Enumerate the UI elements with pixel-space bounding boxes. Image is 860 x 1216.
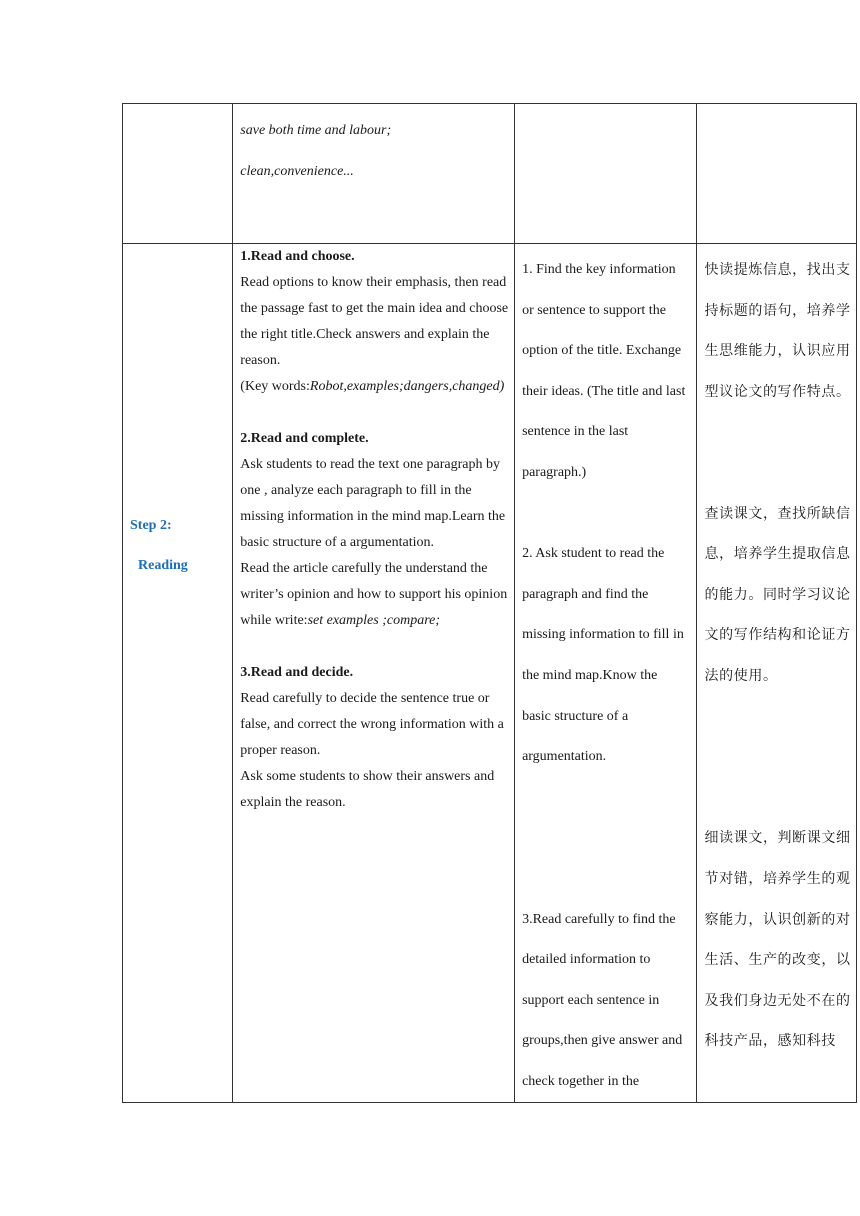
procedure-cell [233, 244, 515, 1103]
purpose-3: 细读课文，判断课文细节对错，培养学生的观察能力，认识创新的对生活、生产的改变，以及我们身边无处不在的科技产品，感知科技 [704, 830, 851, 1050]
procedure-heading-1: 1.Read and choose. [240, 249, 355, 264]
activity-1: 1. Find the key information or sentence to support the option of the title. Exchange their ideas. (The title and last sentence in the last paragraph.) [522, 262, 686, 480]
procedure-keywords: (Key words:Robot,examples;dangers,changed) [240, 379, 505, 394]
step-name: Reading [138, 558, 188, 573]
purpose-1: 快读提炼信息，找出支持标题的语句，培养学生思维能力，认识应用型议论文的写作特点。 [704, 262, 851, 400]
procedure-text-2: Ask students to read the text one paragraph by one , analyze each paragraph to fill in the missing information in the mind map.Learn the basic structure of a argumentation. [240, 457, 506, 550]
step-cell-empty [123, 104, 233, 244]
table-row [123, 104, 857, 244]
procedure-heading-2: 2.Read and complete. [240, 431, 369, 446]
table-row [123, 244, 857, 1103]
procedure-heading-3: 3.Read and decide. [240, 665, 354, 680]
purpose-cell-empty [696, 104, 856, 244]
step-cell [123, 244, 233, 1103]
step-label [130, 506, 188, 586]
purpose-cell [696, 244, 856, 1103]
activity-cell [515, 244, 696, 1103]
continued-line-2: clean,convenience... [240, 164, 354, 179]
continued-line-1: save both time and labour; [240, 123, 392, 138]
procedure-text-2b: Read the article carefully the understand the writer’s opinion and how to support his opinion while write:set examples ;compare; [240, 561, 508, 628]
activity-cell-empty [515, 104, 696, 244]
procedure-text-1: Read options to know their emphasis, then read the passage fast to get the main idea and choose the right title.Check answers and explain the reason. [240, 275, 509, 368]
procedure-text-3: Read carefully to decide the sentence true or false, and correct the wrong information with a proper reason. [240, 691, 504, 758]
activity-3: 3.Read carefully to find the detailed information to support each sentence in groups,then give answer and check together in the [522, 911, 683, 1089]
step-number: Step 2: [130, 518, 172, 533]
procedure-text-3b: Ask some students to show their answers and explain the reason. [240, 769, 495, 810]
activity-2: 2. Ask student to read the paragraph and find the missing information to fill in the mind map.Know the basic structure of a argumentation. [522, 546, 684, 765]
procedure-cell-continued [233, 104, 515, 244]
lesson-plan-table [122, 103, 857, 1103]
purpose-2: 查读课文，查找所缺信息，培养学生提取信息的能力。同时学习议论文的写作结构和论证方法的使用。 [704, 505, 851, 684]
